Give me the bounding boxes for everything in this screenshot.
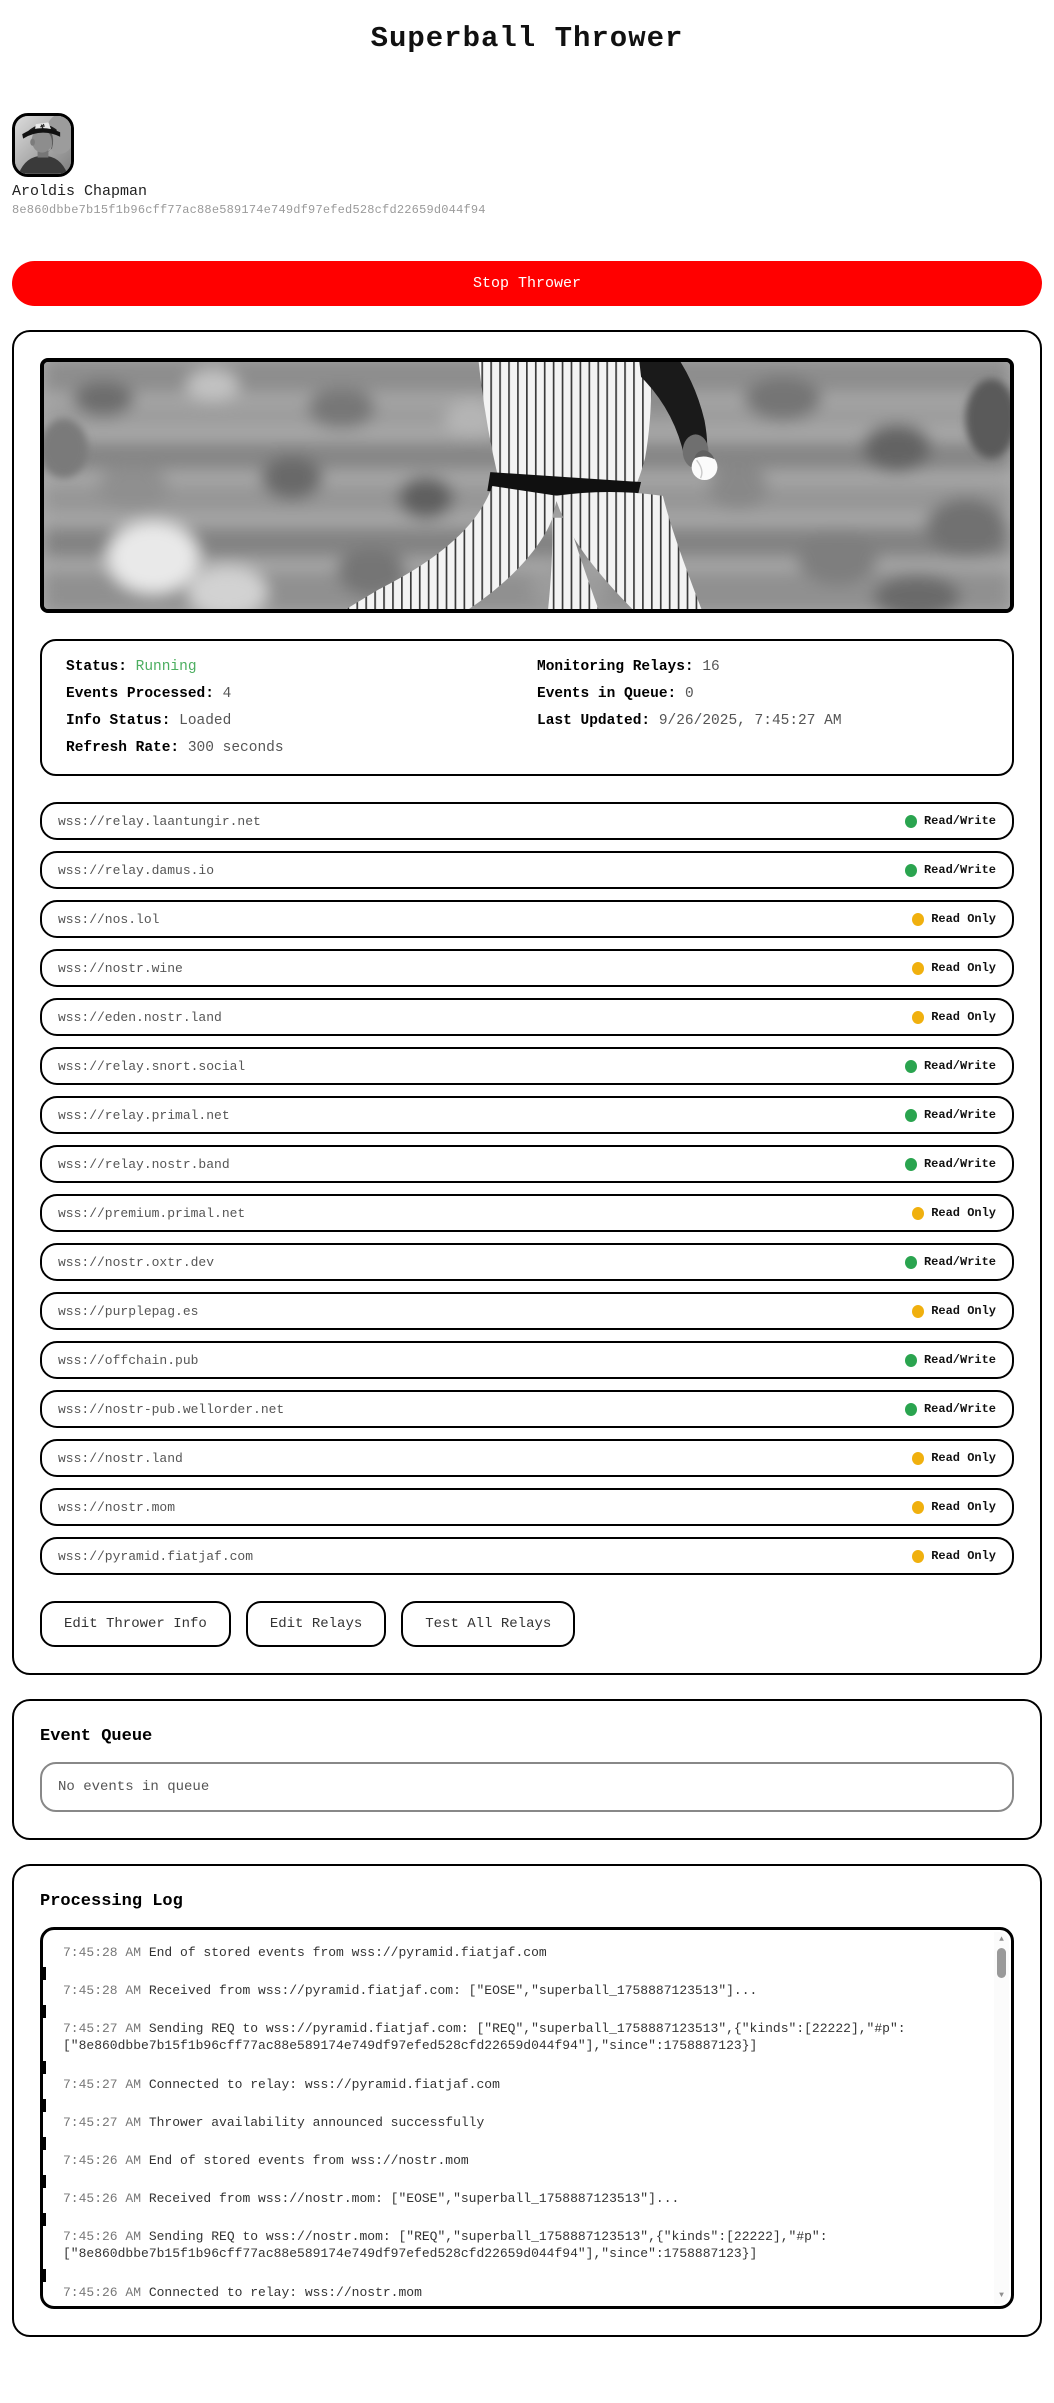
page-title: Superball Thrower <box>370 22 684 55</box>
log-message: Connected to relay: wss://nostr.mom <box>148 2284 422 2300</box>
relay-list <box>40 802 1014 1575</box>
log-entry <box>63 2076 977 2093</box>
log-timestamp: 7:45:27 AM <box>63 2076 142 2092</box>
log-timestamp: 7:45:26 AM <box>63 2284 142 2300</box>
relay-url: wss://relay.primal.net <box>58 1107 230 1123</box>
status-dot-icon <box>912 1501 924 1514</box>
relay-access-badge <box>912 1451 996 1465</box>
processing-log-heading: Processing Log <box>40 1892 183 1911</box>
log-entry <box>63 2190 977 2207</box>
relay-access-badge <box>912 1500 996 1514</box>
status-item <box>66 659 517 675</box>
relay-row <box>40 1243 1014 1281</box>
relay-access-badge <box>905 814 996 828</box>
log-entry <box>63 1982 977 1999</box>
status-item <box>66 740 517 756</box>
scrollbar-up-icon[interactable]: ▲ <box>999 1935 1004 1944</box>
status-dot-icon <box>912 913 924 926</box>
status-item <box>537 659 988 675</box>
status-label: Last Updated: <box>537 713 651 729</box>
relay-access-badge <box>912 1549 996 1563</box>
relay-row <box>40 1096 1014 1134</box>
relay-access-badge <box>912 912 996 926</box>
relay-row <box>40 851 1014 889</box>
status-dot-icon <box>905 864 917 877</box>
relay-access-badge <box>912 961 996 975</box>
relay-access-label: Read Only <box>931 1549 996 1563</box>
edit-thrower-info-button[interactable]: Edit Thrower Info <box>40 1601 231 1647</box>
status-item <box>537 713 988 729</box>
page <box>12 0 1042 2337</box>
relay-access-label: Read/Write <box>923 814 996 828</box>
status-panel <box>40 639 1014 776</box>
profile-pubkey: 8e860dbbe7b15f1b96cff77ac88e589174e749df97efed528cfd22659d044f94 <box>12 203 486 217</box>
log-timestamp: 7:45:27 AM <box>63 2021 142 2037</box>
relay-url: wss://nostr.wine <box>58 960 183 976</box>
status-label: Monitoring Relays: <box>537 659 694 675</box>
relay-row <box>40 802 1014 840</box>
relay-access-badge <box>905 863 996 877</box>
relay-url: wss://relay.snort.social <box>58 1058 246 1074</box>
status-dot-icon <box>912 1305 924 1318</box>
status-value: 16 <box>702 659 720 675</box>
status-value: 4 <box>222 686 232 702</box>
relay-row <box>40 1537 1014 1575</box>
processing-log-card <box>12 1864 1042 2337</box>
relay-access-badge <box>905 1108 996 1122</box>
relay-access-badge <box>905 1059 996 1073</box>
log-entry <box>63 2020 977 2054</box>
event-queue-heading: Event Queue <box>40 1727 153 1746</box>
status-item <box>66 713 517 729</box>
status-dot-icon <box>905 1256 917 1269</box>
log-message: Received from wss://pyramid.fiatjaf.com: ["EOSE","superball_1758887123513"]... <box>148 1983 758 1999</box>
relay-url: wss://relay.damus.io <box>58 862 215 878</box>
relay-row <box>40 1390 1014 1428</box>
event-queue-card <box>12 1699 1042 1840</box>
relay-url: wss://nostr-pub.wellorder.net <box>58 1401 285 1417</box>
log-entry <box>63 2284 977 2301</box>
log-message: Thrower availability announced successfully <box>148 2114 485 2130</box>
relay-row <box>40 1145 1014 1183</box>
status-dot-icon <box>912 1011 924 1024</box>
log-entry <box>63 2152 977 2169</box>
relay-access-label: Read/Write <box>923 1353 996 1367</box>
avatar <box>12 113 74 177</box>
relay-access-label: Read Only <box>931 912 996 926</box>
status-dot-icon <box>905 815 917 828</box>
relay-access-badge <box>905 1353 996 1367</box>
log-message: End of stored events from wss://pyramid.fiatjaf.com <box>148 1945 547 1960</box>
event-queue-box: No events in queue <box>40 1762 1014 1812</box>
relay-url: wss://relay.nostr.band <box>58 1156 230 1172</box>
relay-row <box>40 900 1014 938</box>
log-entry <box>63 2114 977 2131</box>
test-all-relays-button[interactable]: Test All Relays <box>401 1601 575 1647</box>
relay-access-label: Read/Write <box>923 1108 996 1122</box>
player-avatar-icon <box>15 116 71 174</box>
relay-row <box>40 949 1014 987</box>
relay-access-badge <box>912 1304 996 1318</box>
status-dot-icon <box>905 1403 917 1416</box>
status-label: Events in Queue: <box>537 686 677 702</box>
relay-access-badge <box>905 1402 996 1416</box>
log-entry <box>63 1944 977 1961</box>
action-buttons <box>40 1601 1014 1647</box>
status-dot-icon <box>905 1158 917 1171</box>
relay-access-label: Read/Write <box>923 1157 996 1171</box>
relay-row <box>40 1292 1014 1330</box>
log-scrollbar[interactable] <box>994 1932 1009 2304</box>
scrollbar-thumb[interactable] <box>997 1948 1006 1978</box>
status-value: Running <box>135 659 197 675</box>
relay-access-label: Read/Write <box>923 1402 996 1416</box>
edit-relays-button[interactable]: Edit Relays <box>246 1601 386 1647</box>
relay-url: wss://nostr.oxtr.dev <box>58 1254 215 1270</box>
relay-access-label: Read Only <box>931 1206 996 1220</box>
log-timestamp: 7:45:26 AM <box>63 2229 142 2245</box>
status-item <box>537 686 988 702</box>
log-message: Sending REQ to wss://nostr.mom: ["REQ","superball_1758887123513",{"kinds":[22222],"#p":["8e860dbbe7b15f1b96cff77ac88e589174e749df97efed528cfd22659d044f94"],"since":1758887123}] <box>63 2229 828 2262</box>
status-label: Status: <box>66 659 127 675</box>
relay-url: wss://nos.lol <box>58 911 160 927</box>
log-entry <box>63 2228 977 2262</box>
relay-access-badge <box>905 1255 996 1269</box>
relay-url: wss://pyramid.fiatjaf.com <box>58 1548 254 1564</box>
stop-thrower-button[interactable]: Stop Thrower <box>12 261 1042 306</box>
scrollbar-down-icon[interactable]: ▼ <box>999 2291 1004 2300</box>
profile-block <box>12 113 1042 217</box>
relay-access-label: Read/Write <box>923 863 996 877</box>
relay-access-label: Read Only <box>931 1304 996 1318</box>
status-value: 300 seconds <box>187 740 284 756</box>
thrower-main-card <box>12 330 1042 1675</box>
log-message: Sending REQ to wss://pyramid.fiatjaf.com: ["REQ","superball_1758887123513",{"kinds":[22222],"#p":["8e860dbbe7b15f1b96cff77ac88e589174e749df97efed528cfd22659d044f94"],"since":1758887123}] <box>63 2021 906 2054</box>
relay-row <box>40 1341 1014 1379</box>
status-dot-icon <box>912 1207 924 1220</box>
relay-url: wss://nostr.land <box>58 1450 183 1466</box>
relay-access-label: Read Only <box>931 1010 996 1024</box>
relay-url: wss://relay.laantungir.net <box>58 813 261 829</box>
log-timestamp: 7:45:28 AM <box>63 1983 142 1999</box>
relay-access-badge <box>912 1010 996 1024</box>
status-label: Refresh Rate: <box>66 740 180 756</box>
pitcher-photo-art <box>44 362 1010 609</box>
status-dot-icon <box>912 962 924 975</box>
log-message: Connected to relay: wss://pyramid.fiatjaf.com <box>148 2076 500 2092</box>
status-value: Loaded <box>179 713 232 729</box>
status-dot-icon <box>912 1452 924 1465</box>
processing-log-box[interactable] <box>40 1927 1014 2309</box>
relay-url: wss://eden.nostr.land <box>58 1009 222 1025</box>
relay-url: wss://nostr.mom <box>58 1499 176 1515</box>
pitcher-photo <box>40 358 1014 613</box>
status-dot-icon <box>905 1109 917 1122</box>
relay-row <box>40 1439 1014 1477</box>
status-dot-icon <box>905 1060 917 1073</box>
log-timestamp: 7:45:27 AM <box>63 2114 142 2130</box>
status-dot-icon <box>912 1550 924 1563</box>
status-dot-icon <box>905 1354 917 1367</box>
relay-access-label: Read/Write <box>923 1255 996 1269</box>
log-message: End of stored events from wss://nostr.mom <box>148 2152 469 2168</box>
log-message: Received from wss://nostr.mom: ["EOSE","superball_1758887123513"]... <box>148 2191 680 2207</box>
profile-name: Aroldis Chapman <box>12 183 148 200</box>
relay-access-label: Read Only <box>931 961 996 975</box>
status-label: Info Status: <box>66 713 171 729</box>
relay-row <box>40 1194 1014 1232</box>
relay-access-badge <box>912 1206 996 1220</box>
log-timestamp: 7:45:26 AM <box>63 2191 142 2207</box>
relay-url: wss://purplepag.es <box>58 1303 199 1319</box>
status-label: Events Processed: <box>66 686 214 702</box>
relay-access-label: Read Only <box>931 1500 996 1514</box>
log-timestamp: 7:45:26 AM <box>63 2152 142 2168</box>
relay-row <box>40 998 1014 1036</box>
relay-access-badge <box>905 1157 996 1171</box>
relay-row <box>40 1488 1014 1526</box>
relay-access-label: Read/Write <box>923 1059 996 1073</box>
relay-access-label: Read Only <box>931 1451 996 1465</box>
relay-url: wss://offchain.pub <box>58 1352 199 1368</box>
log-timestamp: 7:45:28 AM <box>63 1945 142 1960</box>
status-value: 9/26/2025, 7:45:27 AM <box>658 713 842 729</box>
status-value: 0 <box>684 686 694 702</box>
relay-row <box>40 1047 1014 1085</box>
status-item <box>66 686 517 702</box>
relay-url: wss://premium.primal.net <box>58 1205 246 1221</box>
